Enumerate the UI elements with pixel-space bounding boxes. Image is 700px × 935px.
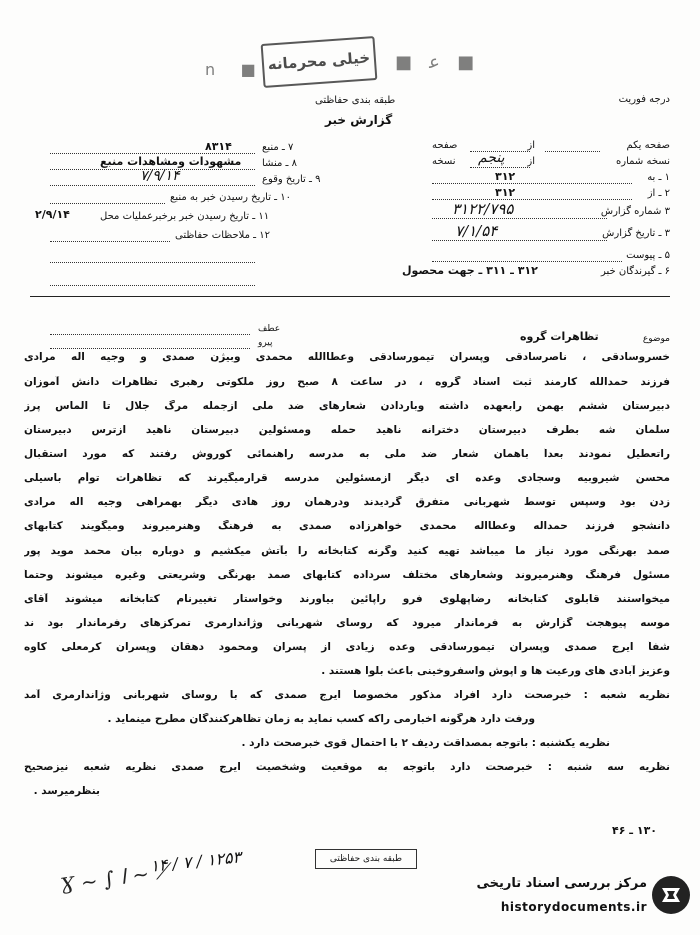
field-line xyxy=(50,348,250,349)
field-line xyxy=(50,241,170,242)
divider xyxy=(30,296,670,297)
field-line xyxy=(50,203,165,204)
followup-label: پیرو xyxy=(258,338,273,348)
body-line: زدن بود وسپس توسط شهربانی متفرق گردیدند ودرهمان روز هادی دیگر بهمراهی وجیه اله مرادی xyxy=(24,496,670,508)
archive-logo-icon xyxy=(650,874,692,916)
field-end: نسخه xyxy=(432,156,456,167)
stamp-fragment: n ■ xyxy=(205,60,256,79)
body-line: فرزند حمدالله کارمند ثبت اسناد گروه ، در ساعت ۸ صبح روز ملکوتی رهبری تظاهرات دانش آموزان xyxy=(24,376,670,388)
field-mid: از xyxy=(527,140,535,151)
body-line: ورفت دارد هرگونه اخبارمی راکه کسب نماید به زمان تظاهرکنندگان مطرح مینماید . xyxy=(107,713,535,725)
document-number: ۱۳۰ ـ ۴۶ xyxy=(612,824,658,837)
body-line: شفاً ایرج صمدی وپسران تیمورسادقی وعده زیادی از پسران ومحمود دهقان وپسران کرمعلی کاوه xyxy=(24,641,670,653)
body-line: خسروسادقی ، ناصرسادقی وپسران تیمورسادقی وعطاالله محمدی وبیژن صمدی و وجیه اله مرادی xyxy=(24,351,670,363)
field-line xyxy=(432,183,632,184)
archive-website: historydocuments.ir xyxy=(500,900,647,914)
body-line: بنظرمیرسد . xyxy=(33,785,100,797)
field-line xyxy=(50,334,250,335)
field-label: ۷ ـ منبع xyxy=(262,142,294,153)
field-label: ۱۲ ـ ملاحظات حفاظتی xyxy=(175,230,270,241)
body-line: دبیرستان ششم بهمن رابعهده داشته وباردادن شعارهای ضد ملی ازجمله مرگ جلال تا الماس پرز xyxy=(24,400,670,412)
report-date: ۷/۱/۵۴ xyxy=(455,222,498,240)
body-line: مسئول فرهنگ وهنرمیروند وشعارهای مختلف سرداده کتابهای صمد بهرنگی وشریعتی وغیره میشوند وحتماً xyxy=(24,569,670,581)
field-label: ۱۰ ـ تاریخ رسیدن خبر به منبع xyxy=(170,192,292,203)
field-label: ۳ ـ تاریخ گزارش xyxy=(602,228,670,239)
body-line: میخواستند قابلوی کتابخانه رضاپهلوی فرو راپائین بیاورند وخواستار تغییرنام کتابخانه میشوند آقای xyxy=(24,593,670,605)
document-title: گزارش خبر xyxy=(325,113,393,127)
field-label: ۶ ـ گیرندگان خبر xyxy=(600,266,670,277)
field-value: ۳۱۲ xyxy=(495,170,516,183)
field-line xyxy=(470,167,530,168)
subject-label: موضوع xyxy=(642,334,670,344)
field-line xyxy=(50,185,255,186)
body-line: وعزیز آبادی های ورعیت ها و اپوش واسفروخینی باعث بلوا هستند . xyxy=(321,665,670,677)
field-end: صفحه xyxy=(432,140,458,151)
signature: Ɣ ~ ∫ ﺍ ~ ⟋ xyxy=(58,858,171,898)
handwritten-note: ۱۴ / ۷ / ۱۲۵۳ xyxy=(149,847,243,876)
classification-stamp: خیلی محرمانه xyxy=(261,36,378,88)
archive-name: مرکز بررسی اسناد تاریخی xyxy=(476,876,647,891)
field-label: صفحه یکم xyxy=(626,140,670,151)
field-value: پنجم xyxy=(478,150,505,166)
recipients-value: ۳۱۲ ـ ۳۱۱ ـ جهت محصول xyxy=(402,264,538,277)
field-label: ۵ ـ پیوست xyxy=(626,250,670,261)
body-line: محسن شیروبیه وسجادی وعده ای دیگر ازمسئولین مدرسه قرارمیگیرند که تظاهرات توأم باسیلی xyxy=(24,472,670,484)
field-line xyxy=(50,262,255,263)
field-value: ۲/۹/۱۴ xyxy=(35,208,70,221)
field-label: ۳ شماره گزارش xyxy=(600,206,670,217)
reference-label: عطف xyxy=(258,324,281,334)
body-line: نظریه سه شنبه : خبرصحت دارد باتوجه به موقعیت وشخصیت ایرج صمدی نظریه شعبه نیزصحیح xyxy=(24,761,670,773)
field-line xyxy=(50,285,255,286)
org-name: طبقه بندی حفاظتی xyxy=(315,95,396,106)
body-line: راتعطیل نمودند بعداً باهمان شعار ضد ملی به مدرسه راهنمائی کوروش رفتند که مورد استقبال xyxy=(24,448,670,460)
field-value: ۸۳۱۴ xyxy=(205,140,232,153)
body-line: دانشجو فرزند حمداله وعطااله محمدی خواهرزاده صمدی به فرهنگ وهنرمیروند ومیگویند کتابهای xyxy=(24,520,670,532)
field-line xyxy=(545,151,600,152)
stamp-fragment-right: ■ ﻋ ■ xyxy=(395,52,475,73)
field-value: ۳۱۲ xyxy=(495,186,516,199)
body-line: نظریه یکشنبه : باتوجه بمصداقت ردیف ۲ با احتمال قوی خبرصحت دارد . xyxy=(241,737,610,749)
field-line xyxy=(432,218,607,219)
field-value: ۷/۹/۱۴ xyxy=(140,168,180,184)
field-label: نسخه شماره xyxy=(616,156,670,167)
archive-logo xyxy=(476,868,692,928)
priority-label: درجه فوریت xyxy=(618,94,670,105)
field-line xyxy=(432,240,607,241)
field-mid: از xyxy=(527,156,535,167)
body-line: نظریه شعبه : خبرصحت دارد افراد مذکور مخصوصاً ایرج صمدی که با روسای شهربانی وژاندارمری آمد xyxy=(24,689,670,701)
field-label: ۹ ـ تاریخ وقوع xyxy=(262,174,321,185)
classification-footer-stamp: طبقه بندی حفاظتی xyxy=(315,849,417,869)
field-label: ۸ ـ منشا xyxy=(262,158,298,169)
field-line xyxy=(50,153,255,154)
field-line xyxy=(432,261,622,262)
subject-value: تظاهرات گروه xyxy=(520,330,599,343)
body-line: صمد بهرنگی مورد نیاز ما میباشد تهیه کنید وگرنه کتابخانه را بآتش میکشیم و دوباره بیان محمد موید پور xyxy=(24,545,670,557)
field-label: ۱۱ ـ تاریخ رسیدن خبر برخبرعملیات محل xyxy=(100,211,270,222)
report-number: ۳۱۲۲/۷۹۵ xyxy=(452,200,514,218)
field-label: ۲ ـ از xyxy=(647,188,670,199)
body-line: سلمان شه بطرف دبیرستان دخترانه ناهید حمله ومسئولین دبیرستان ناهید ازترس دبیرستان xyxy=(24,424,670,436)
body-line: موسه پیوهجت گزارش به فرماندار میرود که روسای شهربانی وژاندارمری تمرکزهای رفرماندار بود ند xyxy=(24,617,670,629)
field-value: مشهودات ومشاهدات منبع xyxy=(100,155,242,168)
field-label: ۱ ـ به xyxy=(647,172,670,183)
